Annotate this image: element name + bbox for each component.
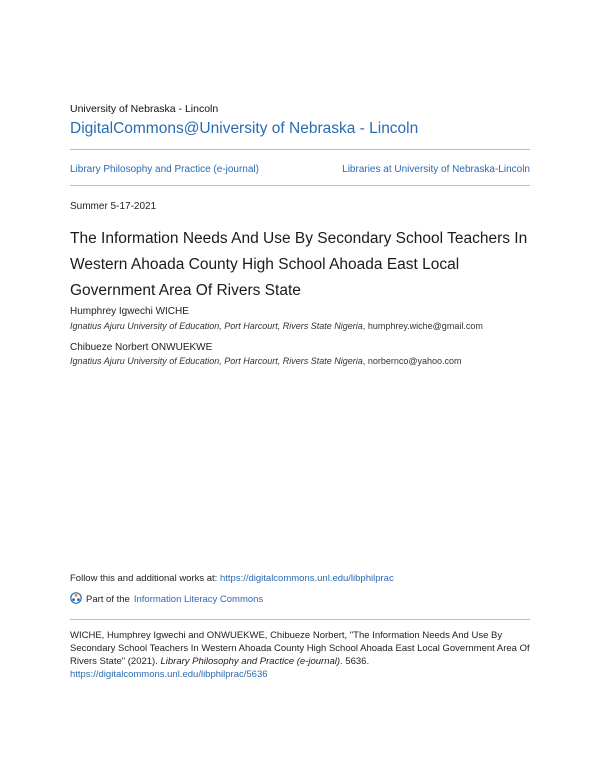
author-affiliation [70,356,462,366]
author-affiliation [70,321,483,331]
paper-title: The Information Needs And Use By Secondary School Teachers In Western Ahoada County High School Ahoada East Local Government Area Of Rivers State [70,230,528,299]
affiliation-separator: , [362,321,368,331]
author-name: Chibueze Norbert ONWUEKWE [70,342,213,353]
affiliation-separator: , [362,356,368,366]
citation-number: . 5636. [340,656,370,667]
recommended-citation [70,629,540,681]
follow-line [70,573,394,584]
divider [70,185,530,186]
publication-date: Summer 5-17-2021 [70,201,157,212]
author-institution: Ignatius Ajuru University of Education, Port Harcourt, Rivers State Nigeria [70,321,363,331]
digital-commons-link[interactable]: DigitalCommons@University of Nebraska - Lincoln [70,120,419,137]
network-icon [70,592,82,607]
follow-link[interactable]: https://digitalcommons.unl.edu/libphilprac [219,573,394,584]
divider [70,619,530,620]
divider [70,149,530,150]
author-email: humphrey.wiche@gmail.com [367,321,483,331]
part-of-text: Part of the [86,594,130,605]
follow-text: Follow this and additional works at: [70,573,220,584]
author-name: Humphrey Igwechi WICHE [70,306,189,317]
libraries-link[interactable]: Libraries at University of Nebraska-Lincoln [342,164,530,175]
university-name: University of Nebraska - Lincoln [70,103,219,115]
citation-text: WICHE, Humphrey Igwechi and ONWUEKWE, Chibueze Norbert, "The Information Needs And Use By Secondary School Teachers In Western Ahoada County High School Ahoada East Local Government Area Of Rivers State" (2021). [70,630,530,667]
information-literacy-link[interactable]: Information Literacy Commons [133,594,264,605]
author-email: norbernco@yahoo.com [367,356,462,366]
part-of-line [70,592,263,607]
author-institution: Ignatius Ajuru University of Education, Port Harcourt, Rivers State Nigeria [70,356,363,366]
citation-journal: Library Philosophy and Practice (e-journal) [160,656,341,667]
journal-link[interactable]: Library Philosophy and Practice (e-journal) [70,164,259,175]
citation-url[interactable]: https://digitalcommons.unl.edu/libphilprac/5636 [70,669,268,680]
